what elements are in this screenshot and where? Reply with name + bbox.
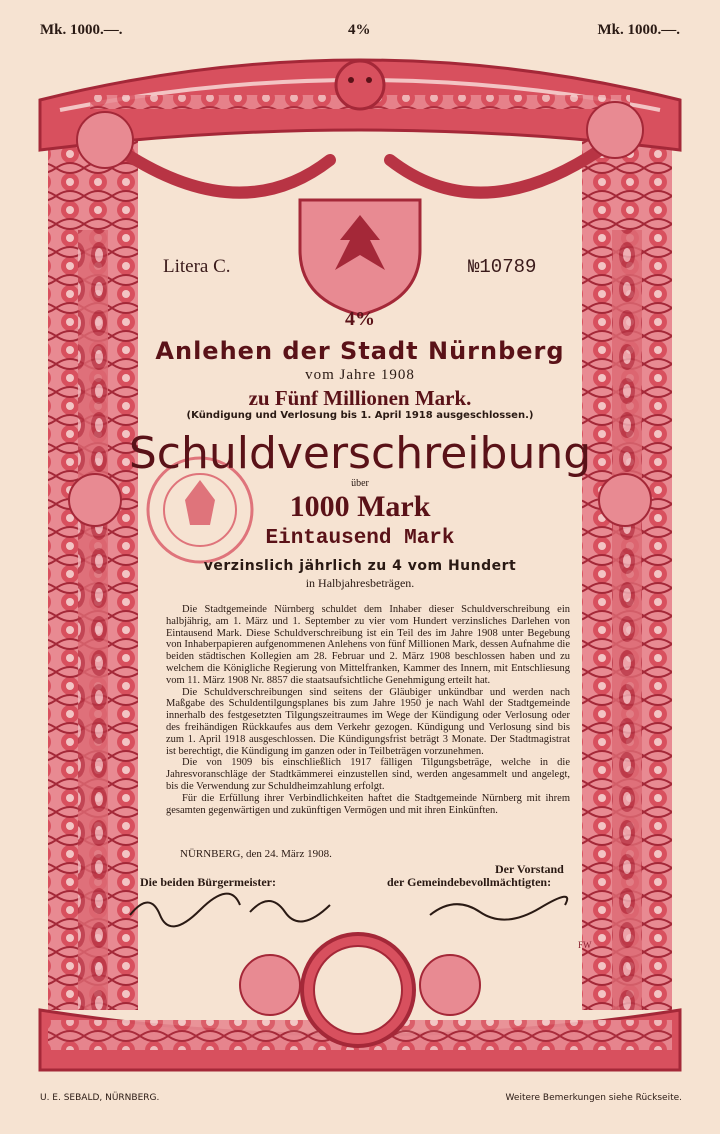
mayors-title: Die beiden Bürgermeister: (140, 875, 276, 889)
over-label: über (351, 478, 369, 489)
terms-paragraph: Die Schuldverschreibungen sind seitens der Gläubiger unkündbar und werden nach Maßgabe des Schuldentilgungsplanes bis zum Jahre 1950 je nach Wahl der Stadtgemeinde innerhalb des festgesetzten Tilgungszeitraumes im Wege der Kündigung oder Verlosung oder des freihändigen Rückkaufes aus dem Verkehr gezogen. Kündigung und Verlosung sind bis zum 1. April 1918 ausgeschlossen. Die Kündigungsfrist beträgt 3 Monate. Der Stadtmagistrat ist berechtigt, die Kündigung im ganzen oder in Teilbeträgen vorzunehmen. (166, 686, 570, 757)
reverse-note: Weitere Bemerkungen siehe Rückseite. (505, 1093, 682, 1103)
interest-rate: 4% (345, 308, 375, 330)
notice-line: (Kündigung und Verlosung bis 1. April 1918 ausgeschlossen.) (186, 410, 534, 421)
amount-top-left: Mk. 1000.—. (40, 22, 123, 38)
loan-title: Anlehen der Stadt Nürnberg (155, 337, 565, 365)
series-letter: Litera C. (163, 256, 231, 277)
rate-top: 4% (348, 22, 371, 38)
place-date: NÜRNBERG, den 24. März 1908. (180, 848, 332, 860)
year-line: vom Jahre 1908 (305, 367, 415, 383)
face-value-words: Eintausend Mark (265, 527, 455, 550)
terms-text (166, 604, 570, 816)
board-title-line1: Der Vorstand (495, 862, 564, 876)
face-value: 1000 Mark (289, 490, 431, 523)
mask-ornament (336, 61, 384, 109)
board-title-line2: der Gemeindebevollmächtigten: (387, 875, 552, 889)
payment-line: in Halbjahresbeträgen. (305, 576, 415, 590)
document-heading: Schuldverschreibung (128, 428, 592, 479)
total-amount-line: zu Fünf Millionen Mark. (248, 386, 472, 410)
artist-mark: FW (578, 940, 592, 950)
interest-line: verzinslich jährlich zu 4 vom Hundert (203, 558, 517, 574)
certificate-number: №10789 (468, 256, 537, 278)
terms-paragraph: Die von 1909 bis einschließlich 1917 fälligen Tilgungsbeträge, welche in die Jahresvoranschläge der Stadtkämmerei einzustellen sind, werden angesammelt und angelegt, bis die Verwendung zur Schuldheimzahlung erfolgt. (166, 757, 570, 792)
amount-top-right: Mk. 1000.—. (597, 22, 680, 38)
printer-name: U. E. SEBALD, NÜRNBERG. (40, 1093, 160, 1103)
terms-paragraph: Für die Erfüllung ihrer Verbindlichkeiten haftet die Stadtgemeinde Nürnberg mit ihrem gesamten gegenwärtigen und zukünftigen Vermögen und mit ihren Einkünften. (166, 792, 570, 816)
terms-paragraph: Die Stadtgemeinde Nürnberg schuldet dem Inhaber dieser Schuldverschreibung ein halbjährig, am 1. März und 1. September zu vier vom Hundert verzinsliches Darlehen von Eintausend Mark. Diese Schuldverschreibung ist ein Teil des im Jahre 1908 unter Begebung von Inhaberpapieren aufgenommenen Anlehens von fünf Millionen Mark, dessen Aufnahme die beiden städtischen Kollegien am 28. Februar und 2. März 1908 beschlossen haben und zu welchem die Königliche Regierung von Mittelfranken, Kammer des Innern, mit Entschliesung vom 11. März 1908 Nr. 8857 die staatsaufsichtliche Genehmigung erteilt hat. (166, 604, 570, 686)
